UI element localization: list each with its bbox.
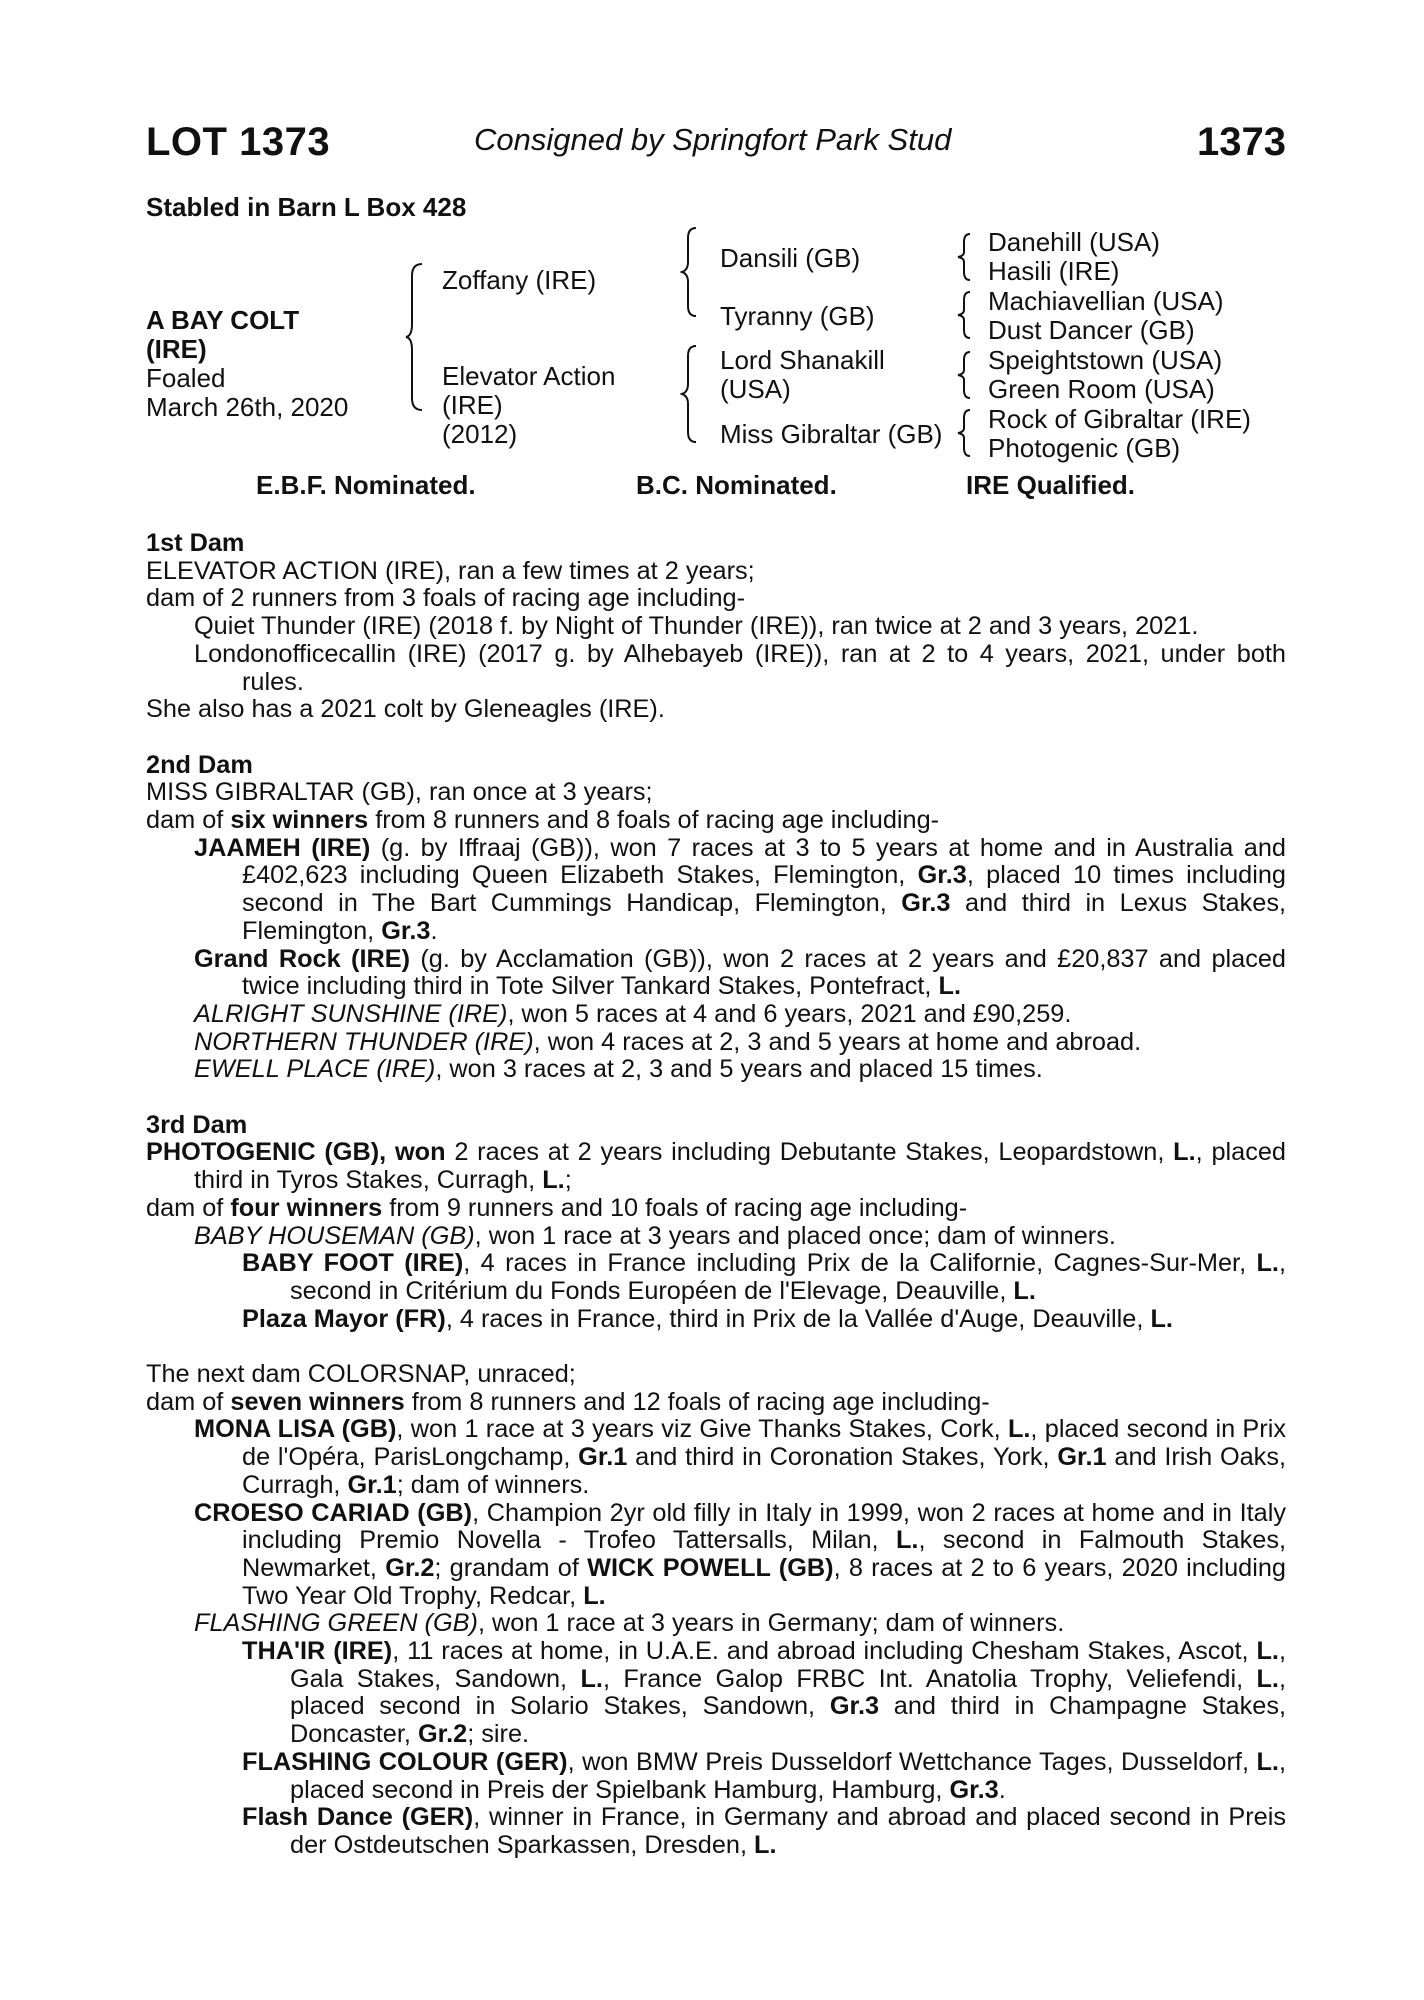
dam-name-line2: (IRE) [442, 390, 503, 420]
produce-entry: BABY HOUSEMAN (GB), won 1 race at 3 years and placed once; dam of winners. [194, 1221, 1116, 1250]
dam-produce-summary: dam of 2 runners from 3 foals of racing age including- [146, 584, 746, 613]
dam-sire-line1: Lord Shanakill [720, 345, 885, 375]
sd-brace [956, 290, 976, 340]
section-heading: 1st Dam [146, 529, 245, 557]
dam-dam-dam: Photogenic (GB) [988, 433, 1181, 463]
produce-entry: ALRIGHT SUNSHINE (IRE), won 5 races at 4 and 6 years, 2021 and £90,259. [194, 999, 1072, 1028]
section-heading: 2nd Dam [146, 750, 253, 779]
third-dam-section [146, 1112, 1286, 1334]
dam-sire-sire: Speightstown (USA) [988, 345, 1223, 375]
sire-sire: Dansili (GB) [720, 243, 861, 273]
sire-dam-dam: Dust Dancer (GB) [988, 315, 1195, 345]
foaled-date: March 26th, 2020 [146, 392, 349, 422]
dam-produce-summary: dam of seven winners from 8 runners and 12 foals of racing age including- [146, 1387, 990, 1416]
dam-name-line1: Elevator Action [442, 361, 616, 391]
produce-entry: EWELL PLACE (IRE), won 3 races at 2, 3 and 5 years and placed 15 times. [194, 1055, 1043, 1084]
grandproduce-entry: BABY FOOT (IRE), 4 races in France including Prix de la Californie, Cagnes-Sur-Mer, L., second in Critérium du Fonds Européen de l'Elevage, Deauville, L. [242, 1249, 1286, 1305]
bc-nomination: B.C. Nominated. [636, 470, 837, 500]
produce-entry: JAAMEH (IRE) (g. by Iffraaj (GB)), won 7 races at 3 to 5 years at home and in Australia and £402,623 including Queen Elizabeth Stakes, Flemington, Gr.3, placed 10 times including second in The Bart Cummings Handicap, Flemington, Gr.3 and third in Lexus Stakes, Flemington, Gr.3. [194, 833, 1287, 945]
grandproduce-entry: THA'IR (IRE), 11 races at home, in U.A.E. and abroad including Chesham Stakes, Ascot, L., Gala Stakes, Sandown, L., France Galop FRBC Int. Anatolia Trophy, Veliefendi, L., placed second in Solario Stakes, Sandown, Gr.3 and third in Champagne Stakes, Doncaster, Gr.2; sire. [242, 1637, 1286, 1749]
dam-summary: MISS GIBRALTAR (GB), ran once at 3 years; [146, 778, 653, 807]
foaled-label: Foaled [146, 363, 226, 393]
dam-year: (2012) [442, 419, 518, 449]
produce-entry: CROESO CARIAD (GB), Champion 2yr old filly in Italy in 1999, won 2 races at home and in Italy including Premio Novella - Trofeo Tattersalls, Milan, L., second in Falmouth Stakes, Newmarket, Gr.2; grandam of WICK POWELL (GB), 8 races at 2 to 6 years, 2020 including Two Year Old Trophy, Redcar, L. [194, 1498, 1286, 1610]
horse-name-line2: (IRE) [146, 334, 207, 364]
dam-dam-sire: Rock of Gibraltar (IRE) [988, 404, 1251, 434]
grandproduce-entry: Flash Dance (GER), winner in France, in Germany and abroad and placed second in Preis der Ostdeutschen Sparkassen, Dresden, L. [242, 1803, 1286, 1859]
dam-summary: PHOTOGENIC (GB), won 2 races at 2 years including Debutante Stakes, Leopardstown, L., placed third in Tyros Stakes, Curragh, L.; [146, 1138, 1286, 1195]
lot-number: 1373 [1197, 120, 1286, 164]
produce-entry: NORTHERN THUNDER (IRE), won 4 races at 2, 3 and 5 years at home and abroad. [194, 1027, 1142, 1056]
section-heading: 3rd Dam [146, 1110, 248, 1139]
dam-summary: The next dam COLORSNAP, unraced; [146, 1360, 576, 1389]
page-header [146, 110, 1286, 170]
sire-name: Zoffany (IRE) [442, 265, 597, 295]
first-dam-section [146, 530, 1286, 724]
dam-produce-summary: dam of six winners from 8 runners and 8 foals of racing age including- [146, 806, 940, 835]
produce-entry: FLASHING GREEN (GB), won 1 race at 3 years in Germany; dam of winners. [194, 1609, 1065, 1638]
dam-sire-line2: (USA) [720, 374, 791, 404]
dam-summary: ELEVATOR ACTION (IRE), ran a few times at 2 years; [146, 556, 755, 585]
lot-label: LOT 1373 [146, 120, 331, 164]
produce-entry: Londonofficecallin (IRE) (2017 g. by Alhebayeb (IRE)), ran at 2 to 4 years, 2021, under both rules. [194, 639, 1286, 696]
ss-brace [956, 232, 976, 282]
sire-dam-brace [404, 262, 428, 412]
produce-entry: Quiet Thunder (IRE) (2018 f. by Night of Thunder (IRE)), ran twice at 2 and 3 years, 2021. [194, 612, 1199, 641]
catalogue-page [146, 110, 1287, 1859]
sire-dam-sire: Machiavellian (USA) [988, 286, 1224, 316]
sire-dam: Tyranny (GB) [720, 301, 875, 331]
produce-entry: Grand Rock (IRE) (g. by Acclamation (GB)), won 2 races at 2 years and £20,837 and placed twice including third in Tote Silver Tankard Stakes, Pontefract, L. [194, 944, 1286, 1001]
ds-brace [956, 350, 976, 400]
sire-sire-dam: Hasili (IRE) [988, 256, 1120, 286]
dam-produce-summary: dam of four winners from 9 runners and 10 foals of racing age including- [146, 1193, 968, 1222]
dam-parents-brace [680, 344, 702, 444]
additional-produce: She also has a 2021 colt by Gleneagles (IRE). [146, 695, 665, 724]
produce-record [146, 530, 1286, 1860]
sire-parents-brace [680, 226, 702, 318]
stabling-info: Stabled in Barn L Box 428 [146, 192, 467, 222]
produce-entry: MONA LISA (GB), won 1 race at 3 years viz Give Thanks Stakes, Cork, L., placed second in Prix de l'Opéra, ParisLongchamp, Gr.1 and third in Coronation Stakes, York, Gr.1 and Irish Oaks, Curragh, Gr.1; dam of winners. [194, 1415, 1287, 1499]
ebf-nomination: E.B.F. Nominated. [256, 470, 476, 500]
second-dam-section [146, 752, 1286, 1084]
horse-name-line1: A BAY COLT [146, 305, 300, 335]
sire-sire-sire: Danehill (USA) [988, 227, 1160, 257]
dam-sire-dam: Green Room (USA) [988, 374, 1215, 404]
pedigree-table [146, 226, 1286, 466]
consignor-line: Consigned by Springfort Park Stud [474, 122, 952, 157]
grandproduce-entry: Plaza Mayor (FR), 4 races in France, third in Prix de la Vallée d'Auge, Deauville, L. [242, 1304, 1173, 1333]
next-dam-section [146, 1361, 1286, 1860]
dam-dam: Miss Gibraltar (GB) [720, 419, 943, 449]
dd-brace [956, 408, 976, 458]
ire-qualified: IRE Qualified. [966, 470, 1136, 500]
grandproduce-entry: FLASHING COLOUR (GER), won BMW Preis Dusseldorf Wettchance Tages, Dusseldorf, L., placed second in Preis der Spielbank Hamburg, Hamburg, Gr.3. [242, 1747, 1286, 1804]
